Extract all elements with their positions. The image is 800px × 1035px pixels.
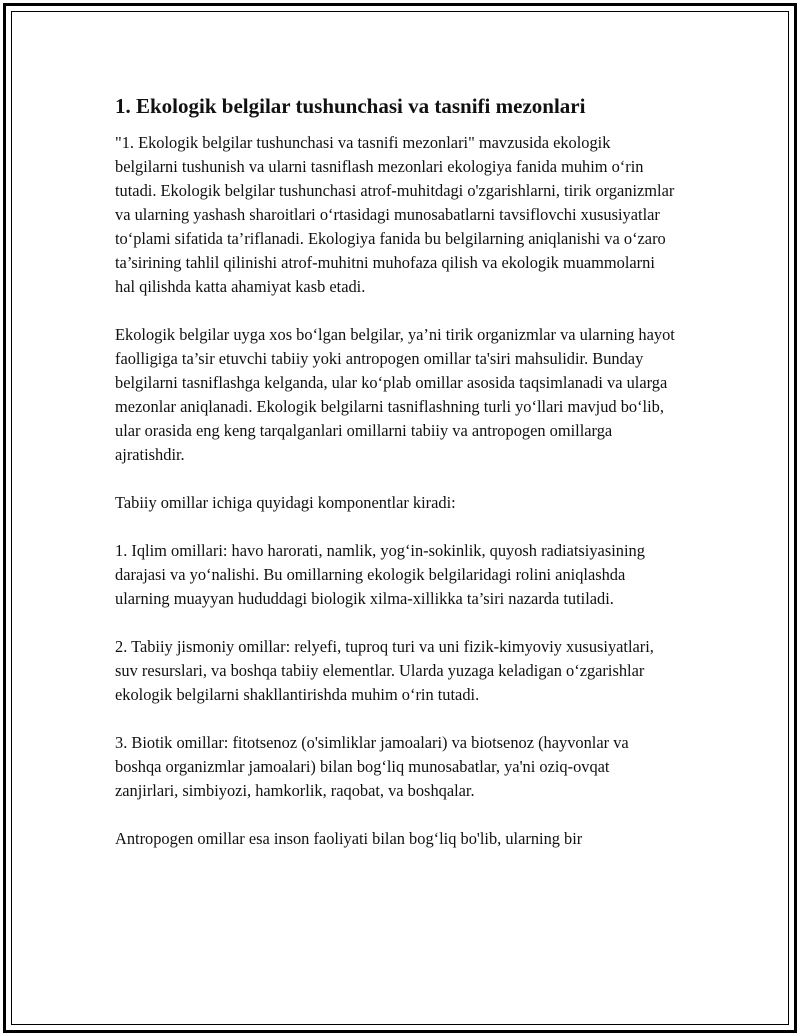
paragraph-natural-factors-lead: Tabiiy omillar ichiga quyidagi komponentlar kiradi: [115,493,456,512]
paragraph-anthropogenic-factors: Antropogen omillar esa inson faoliyati bilan bog‘liq bo'lib, ularning bir [115,829,583,848]
paragraph-climate-factors: 1. Iqlim omillari: havo harorati, namlik, yog‘in-sokinlik, quyosh radiatsiyasining darajasi va yo‘nalishi. Bu omillarning ekologik belgilaridagi rolini aniqlashda ularning muayyan hududdagi biologik xilma-xillikka ta’siri nazarda tutiladi. [115,541,645,608]
paragraph-classification: Ekologik belgilar uyga xos bo‘lgan belgilar, ya’ni tirik organizmlar va ularning hayot faolligiga ta’sir etuvchi tabiiy yoki antropogen omillar ta'siri mahsulidir. Bunday belgilarni tasniflashga kelganda, ular ko‘plab omillar asosida taqsimlanadi va ularga mezonlar aniqlanadi. Ekologik belgilarni tasniflashning turli yo‘llari mavjud bo‘lib, ular orasida eng keng tarqalganlari omillarni tabiiy va antropogen omillarga ajratishdir. [115,325,675,464]
paragraph-physical-factors: 2. Tabiiy jismoniy omillar: relyefi, tuproq turi va uni fizik-kimyoviy xususiyatlari, suv resurslari, va boshqa tabiiy elementlar. Ularda yuzaga keladigan o‘zgarishlar ekologik belgilarni shakllantirishda muhim o‘rin tutadi. [115,637,654,704]
document-title: 1. Ekologik belgilar tushunchasi va tasnifi mezonlari [115,94,586,118]
paragraph-biotic-factors: 3. Biotik omillar: fitotsenoz (o'simliklar jamoalari) va biotsenoz (hayvonlar va boshqa organizmlar jamoalari) bilan bog‘liq munosabatlar, ya'ni oziq-ovqat zanjirlari, simbiyozi, hamkorlik, raqobat, va boshqalar. [115,733,629,800]
document-body [115,92,675,875]
paragraph-intro: "1. Ekologik belgilar tushunchasi va tasnifi mezonlari" mavzusida ekologik belgilarni tushunish va ularni tasniflash mezonlari ekologiya fanida muhim o‘rin tutadi. Ekologik belgilar tushunchasi atrof-muhitdagi o'zgarishlarni, tirik organizmlar va ularning yashash sharoitlari o‘rtasidagi munosabatlarni tavsiflovchi xususiyatlar to‘plami sifatida ta’riflanadi. Ekologiya fanida bu belgilarning aniqlanishi va o‘zaro ta’sirining tahlil qilinishi atrof-muhitni muhofaza qilish va ekologik muammolarni hal qilishda katta ahamiyat kasb etadi. [115,133,675,296]
